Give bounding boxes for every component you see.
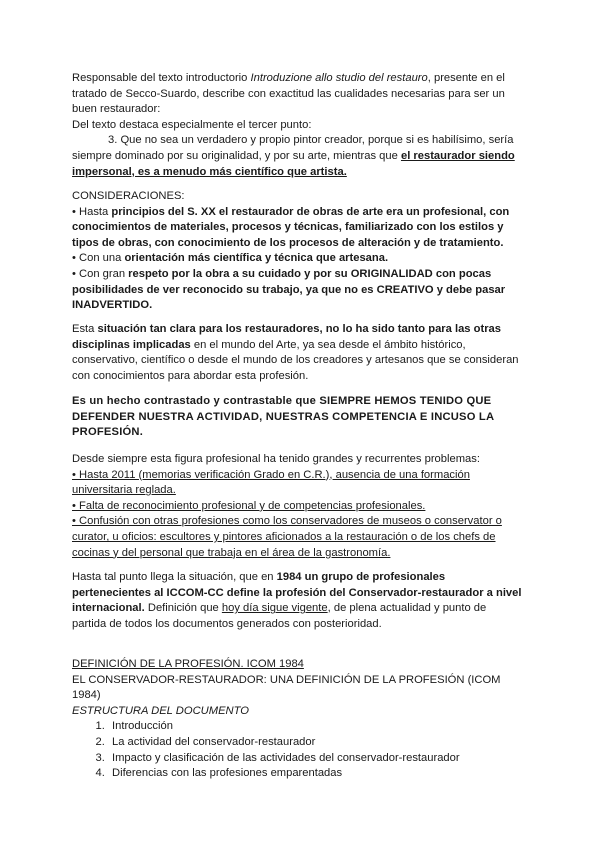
hecho-paragraph: Es un hecho contrastado y contrastable que SIEMPRE HEMOS TENIDO QUE DEFENDER NUESTRA ACTIVIDAD, NUESTRAS COMPETENCIA E INCUSO LA PROFESIÓN. — [72, 395, 494, 439]
definicion-subtitle: EL CONSERVADOR-RESTAURADOR: UNA DEFINICIÓN DE LA PROFESIÓN (ICOM 1984) — [72, 673, 501, 702]
third-point-quote: 3. Que no sea un verdadero y propio pintor creador, porque si es habilísimo, sería siempre dominado por su originalidad, y por su arte, mientras que el restaurador siendo impersonal, es a menudo más científico que artista. — [72, 134, 515, 178]
book-title: Introduzione allo studio del restauro — [250, 72, 428, 84]
problema-item-1: • Hasta 2011 (memorias verificación Grado en C.R.), ausencia de una formación universitaria reglada. — [72, 468, 470, 497]
list-item: 3. Impacto y clasificación de las actividades del conservador-restaurador — [108, 751, 522, 767]
icom-section — [72, 570, 522, 632]
list-item: 2. La actividad del conservador-restaurador — [108, 735, 522, 751]
vigente-emphasis: hoy día sigue vigente — [221, 602, 328, 615]
consideraciones-heading: CONSIDERACIONES: — [72, 190, 185, 202]
situacion-section — [72, 322, 522, 384]
icom-paragraph: Hasta tal punto llega la situación, que en 1984 un grupo de profesionales pertenecientes al ICCOM-CC define la profesión del Conservador-restaurador a nivel internacional. Definición que hoy día sigue vigente, de plena actualidad y punto de partida de todos los documentos generados con posterioridad. — [72, 571, 522, 630]
definicion-heading: DEFINICIÓN DE LA PROFESIÓN. ICOM 1984 — [72, 658, 304, 670]
situacion-paragraph: Esta situación tan clara para los restauradores, no lo ha sido tanto para las otras disciplinas implicadas en el mundo del Arte, ya sea desde el ámbito histórico, conservativo, científico o desde el mundo de los creadores y artesanos que se consideran con conocimientos para abordar esta profesión. — [72, 323, 519, 382]
consideraciones-section — [72, 189, 522, 314]
estructura-heading: ESTRUCTURA DEL DOCUMENTO — [72, 704, 249, 717]
intro-paragraph: Responsable del texto introductorio Introduzione allo studio del restauro, presente en el tratado de Secco-Suardo, describe con exactitud las cualidades necesarias para ser un buen restaurador: — [72, 72, 505, 116]
intro-highlight-line: Del texto destaca especialmente el tercer punto: — [72, 118, 312, 131]
list-item: 1. Introducción — [108, 719, 522, 735]
list-item: 4. Diferencias con las profesiones emparentadas — [108, 766, 522, 782]
consideracion-bullet-2: • Con una orientación más científica y técnica que artesana. — [72, 252, 389, 265]
problema-item-2: • Falta de reconocimiento profesional y de competencias profesionales. — [72, 499, 426, 512]
consideracion-bullet-1: • Hasta principios del S. XX el restaurador de obras de arte era un profesional, con conocimientos de materiales, procesos y técnicas, familiarizado con los estilos y tipos de obras, con conocimiento de los procesos de alteración y de tratamiento. — [72, 205, 510, 249]
hecho-section — [72, 394, 522, 441]
problemas-intro: Desde siempre esta figura profesional ha tenido grandes y recurrentes problemas: — [72, 453, 480, 465]
quote-emphasis: el restaurador siendo impersonal, es a menudo más científico que artista. — [72, 149, 515, 178]
intro-section — [72, 71, 522, 180]
consideracion-bullet-3: • Con gran respeto por la obra a su cuidado y por su ORIGINALIDAD con pocas posibilidades de ver reconocido su trabajo, ya que no es CREATIVO y debe pasar INADVERTIDO. — [72, 267, 506, 312]
definicion-section — [72, 657, 522, 782]
problema-item-3: • Confusión con otras profesiones como los conservadores de museos o conservator o curator, u oficios: escultores y pintores aficionados a la restauración o de los chefs de cocinas y del personal que trabaja en el área de la gastronomía. — [72, 515, 502, 559]
problemas-section — [72, 452, 522, 561]
estructura-list — [72, 719, 522, 781]
